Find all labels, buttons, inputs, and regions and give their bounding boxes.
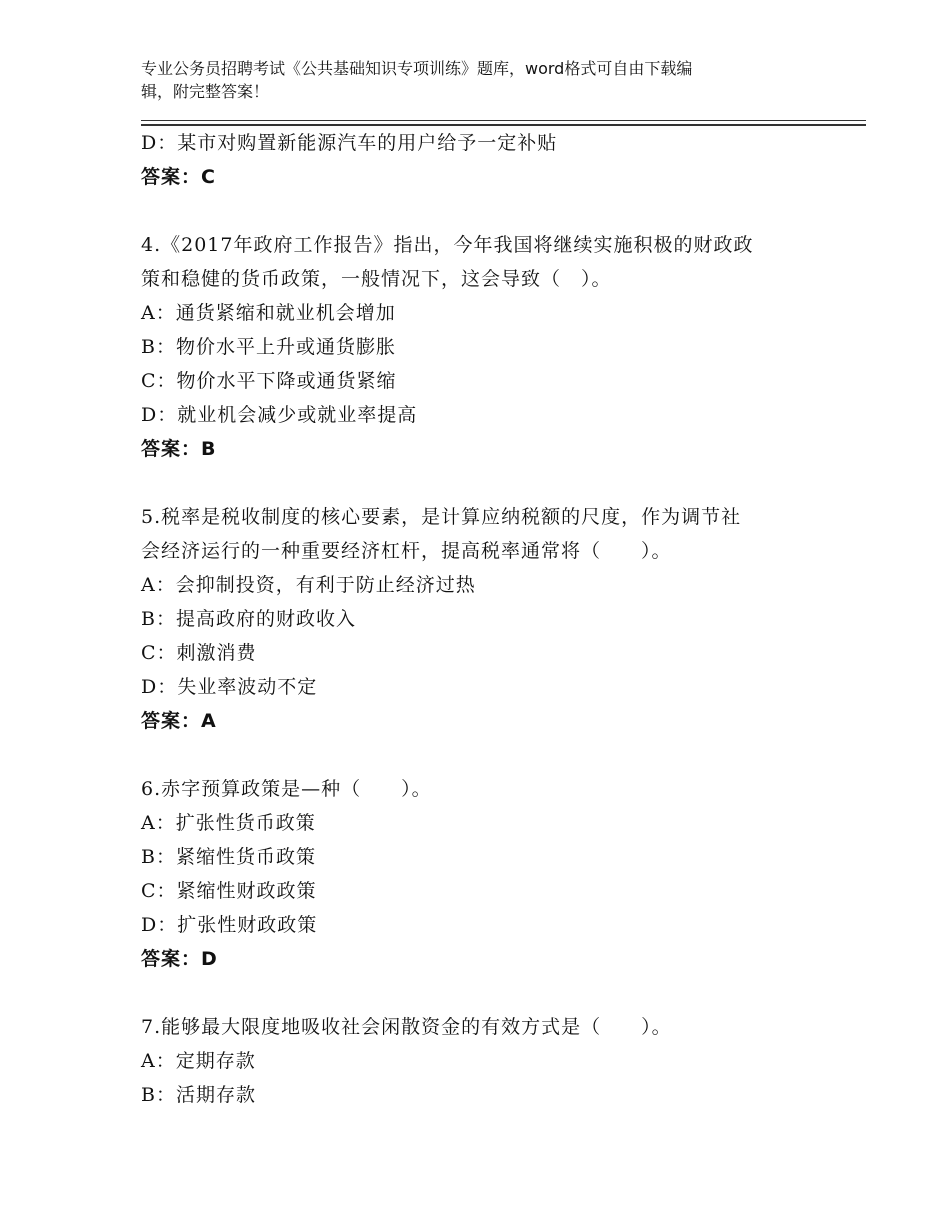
- question-stem-line: 策和稳健的货币政策，一般情况下，这会导致（ ）。: [141, 268, 612, 290]
- question-stem-line: 7.能够最大限度地吸收社会闲散资金的有效方式是（ ）。: [141, 1016, 672, 1038]
- option-c: C：刺激消费: [141, 642, 257, 664]
- prev-option-d: D：某市对购置新能源汽车的用户给予一定补贴: [141, 132, 558, 154]
- option-d: D：就业机会减少或就业率提高: [141, 404, 418, 426]
- question-content: [141, 126, 841, 1112]
- spacer: [141, 466, 841, 500]
- option-c: C：紧缩性财政政策: [141, 880, 317, 902]
- option-b: B：提高政府的财政收入: [141, 608, 356, 630]
- option-b: B：物价水平上升或通货膨胀: [141, 336, 396, 358]
- option-b: B：活期存款: [141, 1084, 256, 1106]
- document-header: [141, 57, 801, 103]
- question-stem-line: 6.赤字预算政策是—种（ ）。: [141, 778, 432, 800]
- question-stem-line: 会经济运行的一种重要经济杠杆，提高税率通常将（ ）。: [141, 540, 672, 562]
- option-a: A：通货紧缩和就业机会增加: [141, 302, 396, 324]
- question-block: [141, 228, 841, 466]
- option-c: C：物价水平下降或通货紧缩: [141, 370, 397, 392]
- question-stem-line: 4.《2017年政府工作报告》指出，今年我国将继续实施积极的财政政: [141, 234, 754, 256]
- option-d: D：扩张性财政政策: [141, 914, 318, 936]
- header-line-2: 辑，附完整答案！: [141, 82, 270, 101]
- answer-label: 答案：B: [141, 438, 217, 460]
- option-a: A：会抑制投资，有利于防止经济过热: [141, 574, 476, 596]
- answer-label: 答案：A: [141, 710, 217, 732]
- header-divider-thin: [141, 120, 866, 121]
- question-block: [141, 500, 841, 738]
- question-block: [141, 1010, 841, 1112]
- spacer: [141, 738, 841, 772]
- spacer: [141, 976, 841, 1010]
- header-line-1: 专业公务员招聘考试《公共基础知识专项训练》题库，word格式可自由下载编: [141, 59, 693, 78]
- option-a: A：定期存款: [141, 1050, 256, 1072]
- option-b: B：紧缩性货币政策: [141, 846, 316, 868]
- option-a: A：扩张性货币政策: [141, 812, 316, 834]
- answer-label: 答案：D: [141, 948, 218, 970]
- spacer: [141, 194, 841, 228]
- option-d: D：失业率波动不定: [141, 676, 318, 698]
- question-block: [141, 772, 841, 976]
- prev-answer: 答案：C: [141, 166, 216, 188]
- question-stem-line: 5.税率是税收制度的核心要素，是计算应纳税额的尺度，作为调节社: [141, 506, 742, 528]
